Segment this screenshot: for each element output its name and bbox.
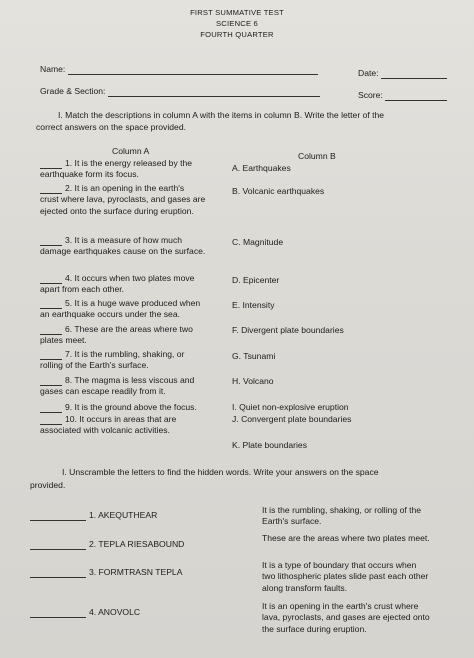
matching-item: 4. It occurs when two plates move apart from each other.: [40, 273, 195, 295]
name-field: [40, 64, 318, 75]
choice-g: G. Tsunami: [232, 351, 276, 361]
matching-item: 6. These are the areas where two plates meet.: [40, 324, 193, 346]
choice-i: I. Quiet non-explosive eruption: [232, 402, 349, 412]
unscramble-definition: It is an opening in the earth's crust where lava, pyroclasts, and gases are ejected onto the surface during eruption.: [262, 601, 430, 634]
unscramble-item: 2. TEPLA RIESABOUND: [30, 539, 184, 550]
unscramble-definition: These are the areas where two plates meet.: [262, 533, 430, 543]
subject-title: SCIENCE 6: [216, 19, 258, 28]
answer-blank[interactable]: [40, 404, 62, 413]
matching-item: 8. The magma is less viscous and gases can escape readily from it.: [40, 375, 195, 397]
grade-section-field: [40, 86, 320, 97]
matching-item: 10. It occurs in areas that are associated with volcanic activities.: [40, 414, 177, 436]
matching-item: 3. It is a measure of how much damage earthquakes cause on the surface.: [40, 235, 206, 257]
choice-d: D. Epicenter: [232, 275, 280, 285]
unscramble-item: 1. AKEQUTHEAR: [30, 510, 157, 521]
answer-blank[interactable]: [40, 300, 62, 309]
answer-blank[interactable]: [40, 237, 62, 246]
part1-instruction: I. Match the descriptions in column A with the items in column B. Write the letter of the: [58, 110, 385, 120]
answer-blank[interactable]: [40, 275, 62, 284]
unscramble-definition: It is a type of boundary that occurs when two lithospheric plates slide past each other along transform faults.: [262, 560, 429, 593]
matching-item: 7. It is the rumbling, shaking, or rolling of the Earth's surface.: [40, 349, 185, 371]
choice-f: F. Divergent plate boundaries: [232, 325, 344, 335]
choice-k: K. Plate boundaries: [232, 440, 308, 450]
score-label: Score:: [358, 90, 383, 100]
matching-item: 9. It is the ground above the focus.: [40, 402, 225, 413]
unscramble-item: 4. ANOVOLC: [30, 607, 140, 618]
grade-section-blank[interactable]: [108, 87, 320, 97]
column-a-title: Column A: [112, 146, 150, 156]
name-label: Name:: [40, 64, 66, 74]
choice-h: H. Volcano: [232, 376, 274, 386]
matching-item: 1. It is the energy released by the earthquake form its focus.: [40, 158, 193, 180]
choice-b: B. Volcanic earthquakes: [232, 186, 325, 196]
matching-item: 2. It is an opening in the earth's crust where lava, pyroclasts, and gases are ejected onto the surface during eruption.: [40, 183, 206, 216]
name-blank[interactable]: [68, 65, 318, 75]
date-field: [358, 68, 447, 79]
choice-j: J. Convergent plate boundaries: [232, 414, 352, 424]
grade-section-label: Grade & Section:: [40, 86, 106, 96]
score-field: [358, 90, 447, 101]
choice-e: E. Intensity: [232, 300, 275, 310]
part2-instruction: I. Unscramble the letters to find the hidden words. Write your answers on the space: [62, 467, 379, 477]
choice-c: C. Magnitude: [232, 237, 284, 247]
unscramble-definition: It is the rumbling, shaking, or rolling of the Earth's surface.: [262, 505, 422, 527]
unscramble-item: 3. FORMTRASN TEPLA: [30, 567, 182, 578]
quarter-title: FOURTH QUARTER: [200, 30, 274, 39]
answer-blank[interactable]: [40, 326, 62, 335]
choice-a: A. Earthquakes: [232, 163, 291, 173]
unscramble-answer-blank[interactable]: [30, 609, 86, 618]
part2-instruction-cont: provided.: [30, 480, 66, 490]
column-b-title: Column B: [298, 151, 336, 161]
score-blank[interactable]: [385, 91, 447, 101]
unscramble-answer-blank[interactable]: [30, 569, 86, 578]
answer-blank[interactable]: [40, 416, 62, 425]
answer-blank[interactable]: [40, 185, 62, 194]
unscramble-answer-blank[interactable]: [30, 541, 86, 550]
test-title: FIRST SUMMATIVE TEST: [190, 8, 284, 17]
unscramble-answer-blank[interactable]: [30, 512, 86, 521]
matching-item: 5. It is a huge wave produced when an earthquake occurs under the sea.: [40, 298, 201, 320]
date-blank[interactable]: [381, 69, 447, 79]
part1-instruction-cont: correct answers on the space provided.: [36, 122, 186, 132]
date-label: Date:: [358, 68, 379, 78]
answer-blank[interactable]: [40, 160, 62, 169]
answer-blank[interactable]: [40, 377, 62, 386]
answer-blank[interactable]: [40, 351, 62, 360]
